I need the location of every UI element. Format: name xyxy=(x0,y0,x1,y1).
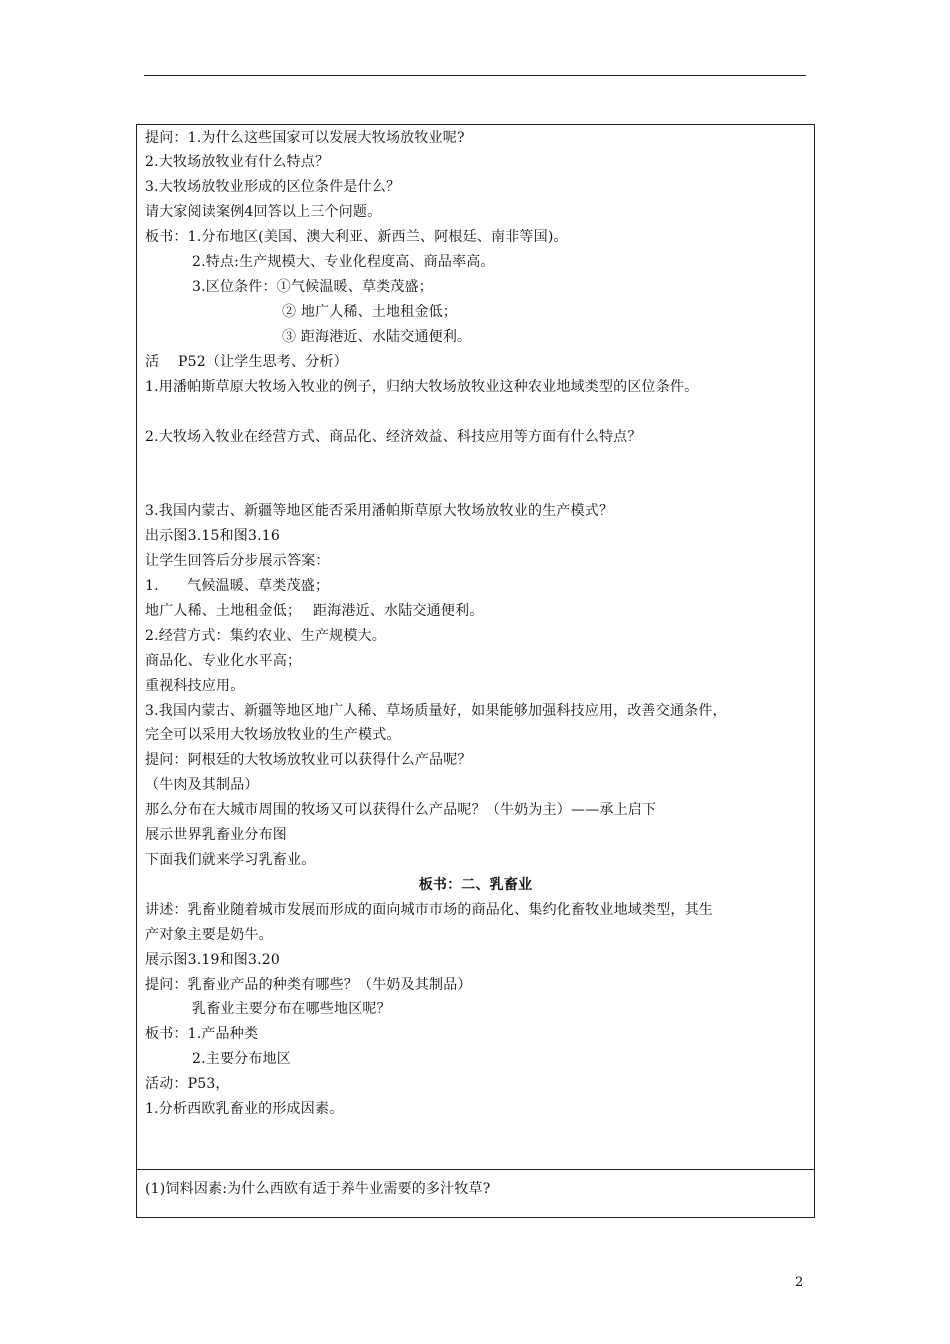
answer-line: 2.经营方式：集约农业、生产规模大。 xyxy=(145,628,386,644)
answer-line: 商品化、专业化水平高； xyxy=(145,653,302,669)
question-line: 2.大牧场放牧业有什么特点？ xyxy=(145,154,330,170)
answer-line: 重视科技应用。 xyxy=(145,678,245,694)
activity-question-line: 1.用潘帕斯草原大牧场入牧业的例子，归纳大牧场放牧业这种农业地域类型的区位条件。 xyxy=(145,379,699,395)
board-note-line: 板书：1.产品种类 xyxy=(145,1026,259,1042)
activity-line: 活动：P53， xyxy=(145,1076,230,1092)
question-line: 3.大牧场放牧业形成的区位条件是什么？ xyxy=(145,179,401,195)
question-line: 那么分布在大城市周围的牧场又可以获得什么产品呢？（牛奶为主）——承上启下 xyxy=(145,802,657,818)
activity-question-line: 1.分析西欧乳畜业的形成因素。 xyxy=(145,1101,344,1117)
instruction-line: 下面我们就来学习乳畜业。 xyxy=(145,852,316,868)
activity-question-line: 2.大牧场入牧业在经营方式、商品化、经济效益、科技应用等方面有什么特点？ xyxy=(145,429,642,445)
answer-line: 地广人稀、土地租金低； 距海港近、水陆交通便利。 xyxy=(145,603,484,619)
answer-line: 完全可以采用大牧场放牧业的生产模式。 xyxy=(145,727,401,743)
lecture-line: 讲述：乳畜业随着城市发展而形成的面向城市市场的商品化、集约化畜牧业地域类型，其生 xyxy=(145,902,713,918)
activity-question-line: 3.我国内蒙古、新疆等地区能否采用潘帕斯草原大牧场放牧业的生产模式？ xyxy=(145,503,614,519)
board-note-line: 3.区位条件：①气候温暖、草类茂盛； xyxy=(192,279,433,295)
question-line: 提问：乳畜业产品的种类有哪些？（牛奶及其制品） xyxy=(145,977,472,993)
section-heading: 板书：二、乳畜业 xyxy=(418,877,533,893)
table-row-divider xyxy=(136,1169,815,1170)
header-rule xyxy=(144,75,806,76)
instruction-line: 请大家阅读案例4回答以上三个问题。 xyxy=(145,204,382,220)
board-note-line: 板书：1.分布地区(美国、澳大利亚、新西兰、阿根廷、南非等国)。 xyxy=(145,229,568,245)
question-line: 乳畜业主要分布在哪些地区呢？ xyxy=(192,1001,391,1017)
question-line: 提问：阿根廷的大牧场放牧业可以获得什么产品呢？ xyxy=(145,752,472,768)
answer-line: 1. 气候温暖、草类茂盛； xyxy=(145,578,330,594)
activity-line: 活 P52（让学生思考、分析） xyxy=(145,354,348,370)
lecture-line: 产对象主要是奶牛。 xyxy=(145,927,273,943)
board-note-line: ③ 距海港近、水陆交通便利。 xyxy=(282,329,472,345)
answer-line: （牛肉及其制品） xyxy=(145,777,259,793)
instruction-line: 展示图3.19和图3.20 xyxy=(145,952,280,968)
board-note-line: 2.主要分布地区 xyxy=(192,1051,291,1067)
activity-question-line: (1)饲料因素:为什么西欧有适于养牛业需要的多汁牧草? xyxy=(145,1181,491,1197)
board-note-line: ② 地广人稀、土地租金低； xyxy=(282,304,458,320)
instruction-line: 展示世界乳畜业分布图 xyxy=(145,827,287,843)
question-line: 提问：1.为什么这些国家可以发展大牧场放牧业呢? xyxy=(145,130,465,146)
answer-line: 3.我国内蒙古、新疆等地区地广人稀、草场质量好，如果能够加强科技应用，改善交通条件， xyxy=(145,703,727,719)
instruction-line: 让学生回答后分步展示答案： xyxy=(145,553,330,569)
page-number: 2 xyxy=(795,1275,804,1290)
board-note-line: 2.特点:生产规模大、专业化程度高、商品率高。 xyxy=(192,254,495,270)
instruction-line: 出示图3.15和图3.16 xyxy=(145,528,280,544)
